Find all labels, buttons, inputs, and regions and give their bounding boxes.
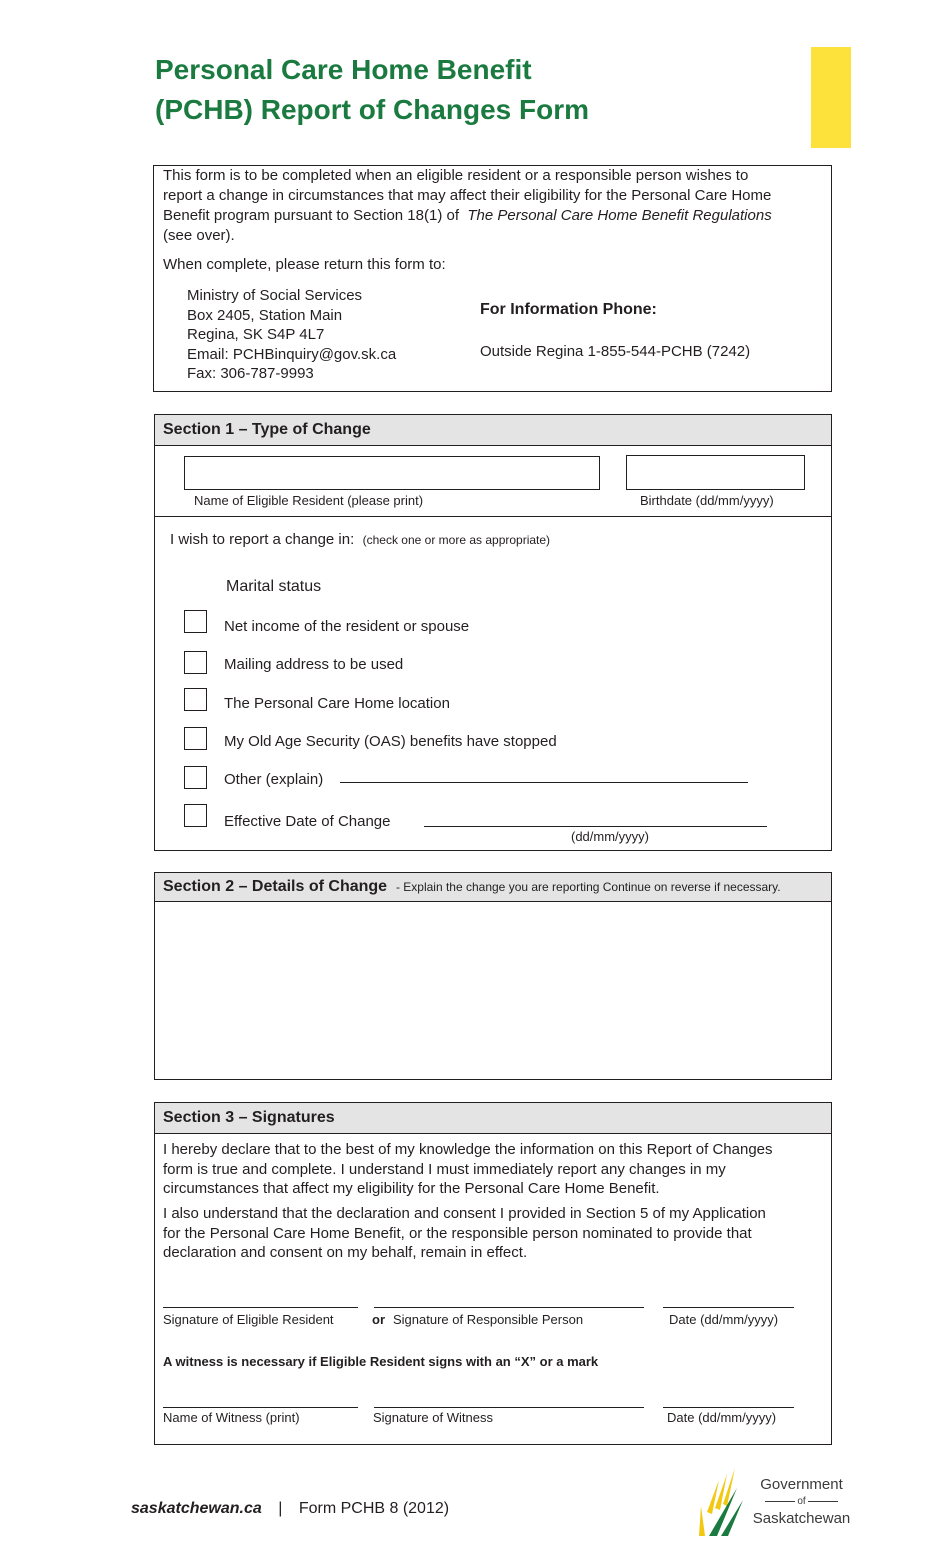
option-oas-stopped: My Old Age Security (OAS) benefits have stopped [224,733,557,750]
gov-of: of [750,1493,853,1510]
regulations-title: The Personal Care Home Benefit Regulations [467,207,772,224]
section-2-heading: Section 2 – Details of Change - Explain the change you are reporting Continue on reverse if necessary. [155,873,831,902]
info-phone: Outside Regina 1-855-544-PCHB (7242) [480,343,751,360]
responsible-signature-line[interactable] [374,1307,644,1308]
footer-form-id: Form PCHB 8 (2012) [298,1500,450,1517]
email: Email: PCHBinquiry@gov.sk.ca [187,345,397,363]
witness-note: A witness is necessary if Eligible Resident signs with an “X” or a mark [163,1354,599,1369]
option-other: Other (explain) [224,771,324,788]
divider [154,516,831,517]
option-effective-date: Effective Date of Change [224,813,391,830]
saskatchewan-logo-icon [697,1466,749,1538]
accent-bar [811,47,851,148]
page-title [155,50,589,130]
wish-text: I wish to report a change in: (check one or more as appropriate) [170,531,551,548]
marital-status: Marital status [226,578,322,595]
date-label-2: Date (dd/mm/yyyy) [667,1410,777,1425]
or-label: or [372,1312,385,1327]
date-line-2[interactable] [663,1407,794,1408]
details-textarea[interactable] [155,902,830,1077]
witness-signature-line[interactable] [374,1407,644,1408]
footer-separator: | [278,1500,283,1517]
sig-resident-label: Signature of Eligible Resident [163,1312,334,1327]
date-line-1[interactable] [663,1307,794,1308]
option-mailing-address: Mailing address to be used [224,656,404,673]
info-heading: For Information Phone: [480,301,657,318]
declaration-paragraph-1: I hereby declare that to the best of my knowledge the information on this Report of Changes form is true and complete. I understand I must immediately report any changes in my circumstances that affect my eligibility for the Personal Care Home Benefit. [163,1141,773,1197]
government-wordmark: Government of Saskatchewan [750,1476,853,1527]
checkbox-mailing-address[interactable] [184,651,207,674]
intro-line-2: report a change in circumstances that may affect their eligibility for the Personal Care Home [163,187,772,204]
date-hint: (dd/mm/yyyy) [571,829,649,844]
checkbox-effective-date[interactable] [184,804,207,827]
date-label-1: Date (dd/mm/yyyy) [669,1312,779,1327]
footer-site[interactable]: saskatchewan.ca [131,1500,262,1517]
section-2-note: - Explain the change you are reporting Continue on reverse if necessary. [395,880,781,894]
witness-sig-label: Signature of Witness [373,1410,493,1425]
return-text: When complete, please return this form to: [163,256,446,273]
checkbox-oas-stopped[interactable] [184,727,207,750]
resident-signature-line[interactable] [163,1307,358,1308]
effective-date-line[interactable] [424,826,767,827]
declaration-paragraph-2: I also understand that the declaration and consent I provided in Section 5 of my Application for the Personal Care Home Benefit, or the responsible person nominated to provide that declaration and consent on my behalf, remain in effect. [163,1205,766,1261]
footer-text [131,1500,449,1518]
wish-note: (check one or more as appropriate) [362,533,551,547]
birthdate-label: Birthdate (dd/mm/yyyy) [640,493,774,508]
other-explain-line[interactable] [340,782,748,783]
intro-line-1: This form is to be completed when an eligible resident or a responsible person wishes to [163,167,749,184]
title-line-1: Personal Care Home Benefit [155,54,532,85]
option-home-location: The Personal Care Home location [224,695,450,712]
section-3-heading: Section 3 – Signatures [155,1103,831,1134]
intro-line-3: Benefit program pursuant to Section 18(1) of The Personal Care Home Benefit Regulations [163,207,772,224]
witness-name-line[interactable] [163,1407,358,1408]
sig-responsible-label: Signature of Responsible Person [393,1312,584,1327]
section-1-heading: Section 1 – Type of Change [155,415,831,446]
option-net-income: Net income of the resident or spouse [224,618,470,635]
resident-name-input[interactable] [184,456,600,490]
witness-name-label: Name of Witness (print) [163,1410,300,1425]
fax: Fax: 306-787-9993 [187,365,314,382]
birthdate-input[interactable] [626,455,805,490]
intro-line-4: (see over). [163,227,235,244]
checkbox-other[interactable] [184,766,207,789]
title-line-2: (PCHB) Report of Changes Form [155,94,589,125]
mailing-address: Ministry of Social Services Box 2405, Station Main Regina, SK S4P 4L7 Email: PCHBinquiry@gov.sk.ca Fax: 306-787-9993 [187,287,397,382]
checkbox-home-location[interactable] [184,688,207,711]
name-label: Name of Eligible Resident (please print) [194,493,424,508]
checkbox-net-income[interactable] [184,610,207,633]
